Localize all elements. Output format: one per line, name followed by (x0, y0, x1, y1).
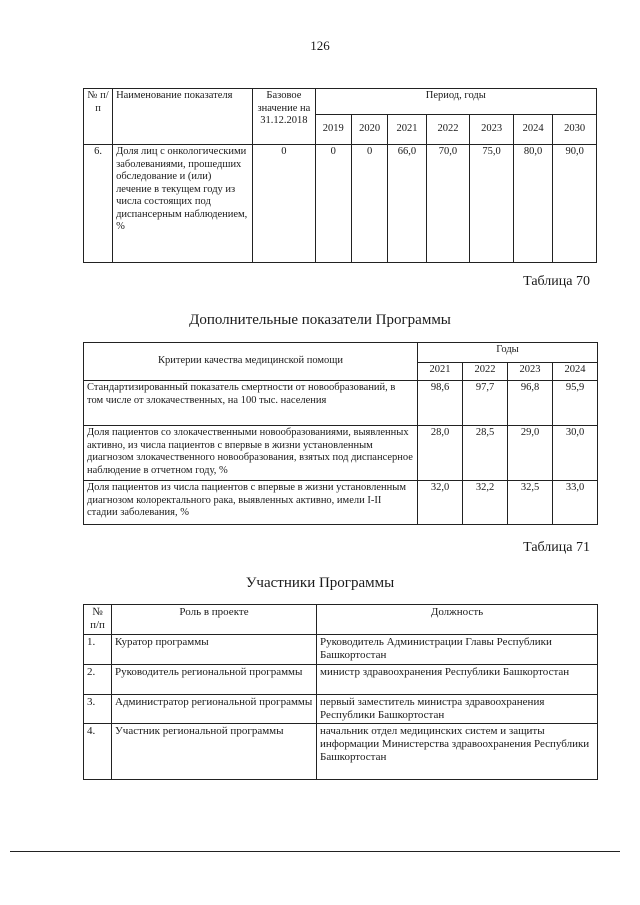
year-header: 2024 (513, 115, 552, 145)
table-row (84, 724, 598, 780)
criterion-text: Доля пациентов со злокачественными новообразованиями, выявленных активно, из числа пациентов с впервые в жизни установленным диагнозом злокачественного новообразования, взятых под диспансерное наблюдение в отчетном году, % (84, 426, 418, 481)
header-period: Период, годы (315, 89, 596, 115)
table-row (84, 145, 597, 263)
header-criteria: Критерии качества медицинской помощи (84, 343, 418, 381)
criterion-value: 28,5 (463, 426, 508, 481)
row-num: 2. (84, 665, 112, 695)
table-row (84, 635, 598, 665)
section-heading-participants: Участники Программы (245, 575, 395, 591)
header-name: Наименование показателя (113, 89, 253, 145)
year-header: 2023 (470, 115, 514, 145)
header-role: Роль в проекте (112, 605, 317, 635)
table-label-71: Таблица 71 (523, 540, 590, 555)
row-value: 80,0 (513, 145, 552, 263)
header-num: № п/п (84, 89, 113, 145)
row-role: Администратор региональной программы (112, 695, 317, 724)
row-base: 0 (253, 145, 315, 263)
indicators-table (83, 88, 597, 263)
row-num: 6. (84, 145, 113, 263)
year-header: 2021 (418, 363, 463, 381)
row-role: Участник региональной программы (112, 724, 317, 780)
quality-criteria-table (83, 342, 598, 525)
section-heading-additional: Дополнительные показатели Программы (189, 312, 451, 328)
row-role: Руководитель региональной программы (112, 665, 317, 695)
row-value: 70,0 (426, 145, 470, 263)
criterion-value: 28,0 (418, 426, 463, 481)
header-years-group: Годы (418, 343, 598, 363)
table-row (84, 665, 598, 695)
criterion-text: Доля пациентов из числа пациентов с впервые в жизни установленным диагнозом колоректального рака, выявленных активно, имели I-II стадии заболевания, % (84, 481, 418, 525)
participants-table (83, 604, 598, 780)
row-position: министр здравоохранения Республики Башкортостан (317, 665, 598, 695)
year-header: 2019 (315, 115, 351, 145)
table-row (84, 381, 598, 426)
row-value: 90,0 (553, 145, 597, 263)
criterion-value: 95,9 (553, 381, 598, 426)
table-label-70: Таблица 70 (523, 274, 590, 289)
criterion-value: 32,2 (463, 481, 508, 525)
row-position: начальник отдел медицинских систем и защиты информации Министерства здравоохранения Республики Башкортостан (317, 724, 598, 780)
row-role: Куратор программы (112, 635, 317, 665)
criterion-value: 96,8 (508, 381, 553, 426)
table-row (84, 695, 598, 724)
criterion-value: 30,0 (553, 426, 598, 481)
row-value: 0 (351, 145, 387, 263)
criterion-text: Стандартизированный показатель смертности от новообразований, в том числе от злокачественных, на 100 тыс. населения (84, 381, 418, 426)
criterion-value: 33,0 (553, 481, 598, 525)
year-header: 2023 (508, 363, 553, 381)
row-value: 66,0 (388, 145, 426, 263)
row-num: 4. (84, 724, 112, 780)
header-position: Должность (317, 605, 598, 635)
criterion-value: 32,5 (508, 481, 553, 525)
row-name: Доля лиц с онкологическими заболеваниями, прошедших обследование и (или) лечение в текущем году из числа состоящих под диспансерным наблюдением, % (113, 145, 253, 263)
page-number: 126 (310, 38, 330, 53)
criterion-value: 32,0 (418, 481, 463, 525)
criterion-value: 98,6 (418, 381, 463, 426)
header-num: № п/п (84, 605, 112, 635)
year-header: 2030 (553, 115, 597, 145)
year-header: 2022 (463, 363, 508, 381)
criterion-value: 29,0 (508, 426, 553, 481)
year-header: 2021 (388, 115, 426, 145)
row-value: 0 (315, 145, 351, 263)
year-header: 2022 (426, 115, 470, 145)
header-base: Базовое значение на 31.12.2018 (253, 89, 315, 145)
page-bottom-rule (10, 851, 620, 852)
row-num: 3. (84, 695, 112, 724)
year-header: 2024 (553, 363, 598, 381)
table-row (84, 426, 598, 481)
year-header: 2020 (351, 115, 387, 145)
row-value: 75,0 (470, 145, 514, 263)
table-row (84, 481, 598, 525)
criterion-value: 97,7 (463, 381, 508, 426)
row-position: первый заместитель министра здравоохранения Республики Башкортостан (317, 695, 598, 724)
row-num: 1. (84, 635, 112, 665)
row-position: Руководитель Администрации Главы Республики Башкортостан (317, 635, 598, 665)
